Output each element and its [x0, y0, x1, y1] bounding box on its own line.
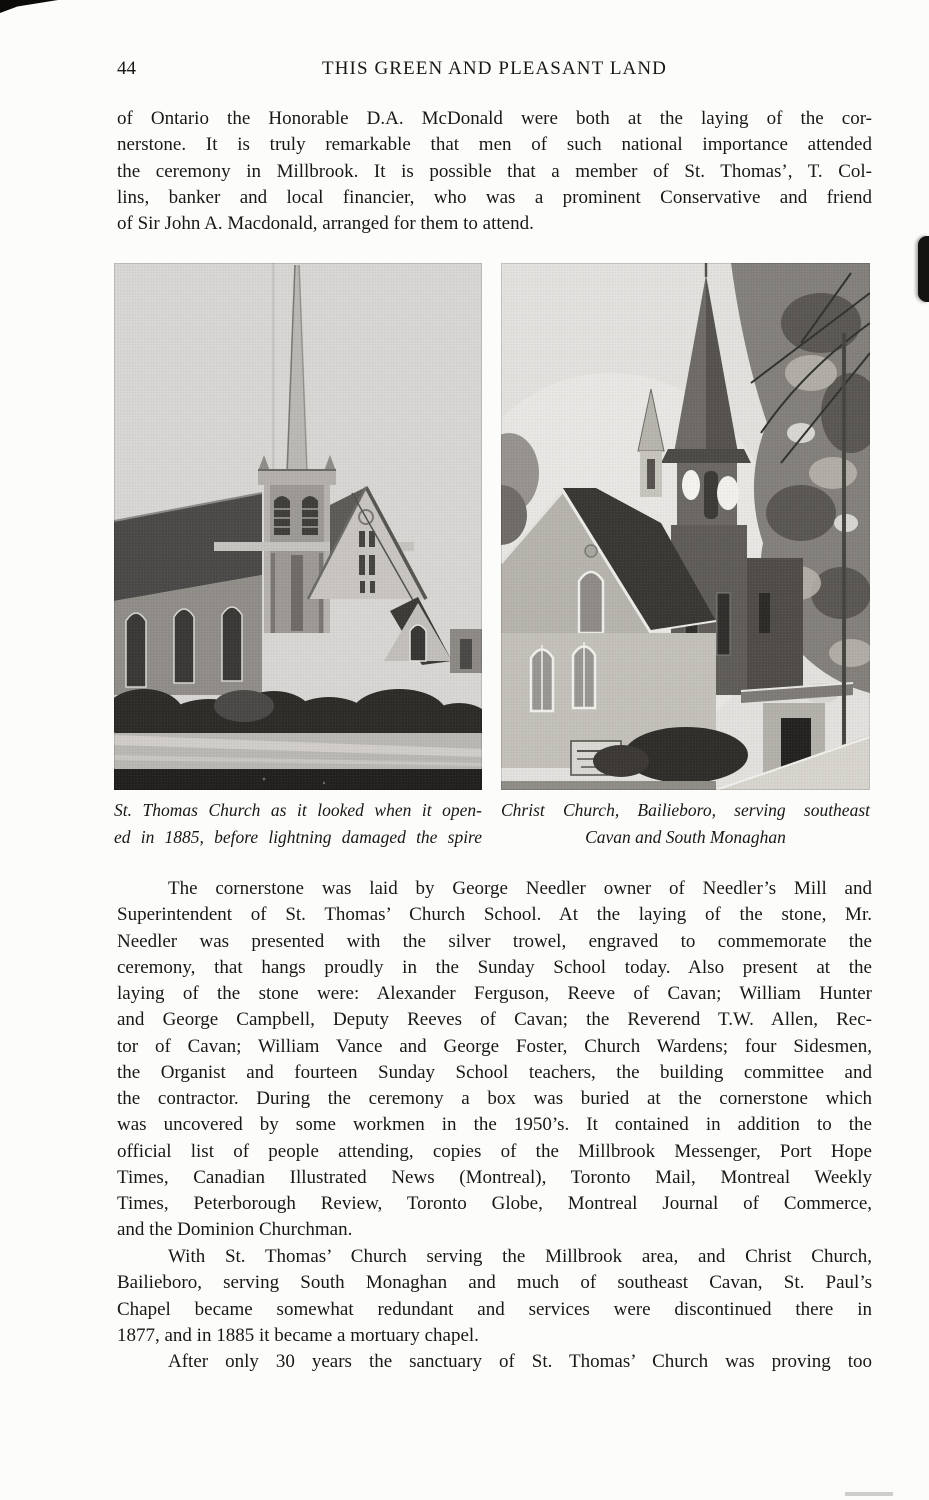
text-line: The cornerstone was laid by George Needler owner of Needler’s Mill and — [168, 878, 872, 899]
text-line: Christ Church, Bailieboro, serving southeast — [501, 800, 870, 820]
text-line: 1877, and in 1885 it became a mortuary chapel. — [117, 1324, 479, 1346]
text-line: lins, banker and local financier, who was a prominent Conservative and friend — [117, 186, 872, 208]
text-line: With St. Thomas’ Church serving the Millbrook area, and Christ Church, — [168, 1246, 872, 1267]
text-line: tor of Cavan; William Vance and George Foster, Church Wardens; four Sidesmen, — [117, 1035, 872, 1057]
text-line: St. Thomas Church as it looked when it open- — [114, 800, 482, 820]
text-line: Superintendent of St. Thomas’ Church School. At the laying of the stone, Mr. — [117, 904, 872, 926]
text-line: Chapel became somewhat redundant and services were discontinued there in — [117, 1298, 872, 1320]
paragraph-churches — [117, 1244, 872, 1349]
page-number: 44 — [117, 58, 136, 79]
text-line: After only 30 years the sanctuary of St. Thomas’ Church was proving too — [168, 1351, 872, 1372]
text-line: and George Campbell, Deputy Reeves of Cavan; the Reverend T.W. Allen, Rec- — [117, 1009, 872, 1031]
text-line: of Ontario the Honorable D.A. McDonald were both at the laying of the cor- — [117, 108, 872, 129]
st-thomas-church-photo — [114, 263, 482, 790]
text-line: of Sir John A. Macdonald, arranged for them to attend. — [117, 213, 534, 234]
text-line: Cavan and South Monaghan — [585, 827, 786, 847]
text-line: Times, Peterborough Review, Toronto Globe, Montreal Journal of Commerce, — [117, 1193, 872, 1214]
text-line: the ceremony in Millbrook. It is possible that a member of St. Thomas’, T. Col- — [117, 160, 872, 182]
text-line: the Organist and fourteen Sunday School teachers, the building committee and — [117, 1061, 872, 1083]
paragraph-cornerstone — [117, 876, 872, 1244]
text-line: was uncovered by some workmen in the 1950’s. It contained in addition to the — [117, 1114, 872, 1136]
text-line: the contractor. During the ceremony a box was buried at the cornerstone which — [117, 1088, 872, 1109]
text-line: and the Dominion Churchman. — [117, 1219, 353, 1241]
figure-christ-church — [501, 263, 870, 790]
paragraph-intro — [117, 106, 872, 237]
figure-st-thomas — [114, 263, 482, 790]
text-line: laying of the stone were: Alexander Ferguson, Reeve of Cavan; William Hunter — [117, 983, 872, 1004]
caption-st-thomas — [114, 797, 482, 851]
christ-church-bailieboro-photo — [501, 263, 870, 790]
scan-artifact-top-left — [0, 0, 58, 13]
scan-artifact-right-edge — [918, 236, 929, 302]
text-line: Needler was presented with the silver trowel, engraved to commemorate the — [117, 930, 872, 952]
text-line: Times, Canadian Illustrated News (Montreal), Toronto Mail, Montreal Weekly — [117, 1166, 872, 1188]
text-line: ed in 1885, before lightning damaged the spire — [114, 827, 482, 847]
text-line: ceremony, that hangs proudly in the Sunday School today. Also present at the — [117, 956, 872, 978]
text-line: nerstone. It is truly remarkable that men of such national importance attended — [117, 134, 872, 156]
text-line: official list of people attending, copies of the Millbrook Messenger, Port Hope — [117, 1140, 872, 1162]
scan-artifact-bottom-right — [845, 1492, 893, 1496]
text-line: Bailieboro, serving South Monaghan and much of southeast Cavan, St. Paul’s — [117, 1272, 872, 1294]
running-header: THIS GREEN AND PLEASANT LAND — [321, 58, 667, 79]
paragraph-sanctuary — [117, 1349, 872, 1375]
caption-christ-church — [501, 797, 870, 851]
